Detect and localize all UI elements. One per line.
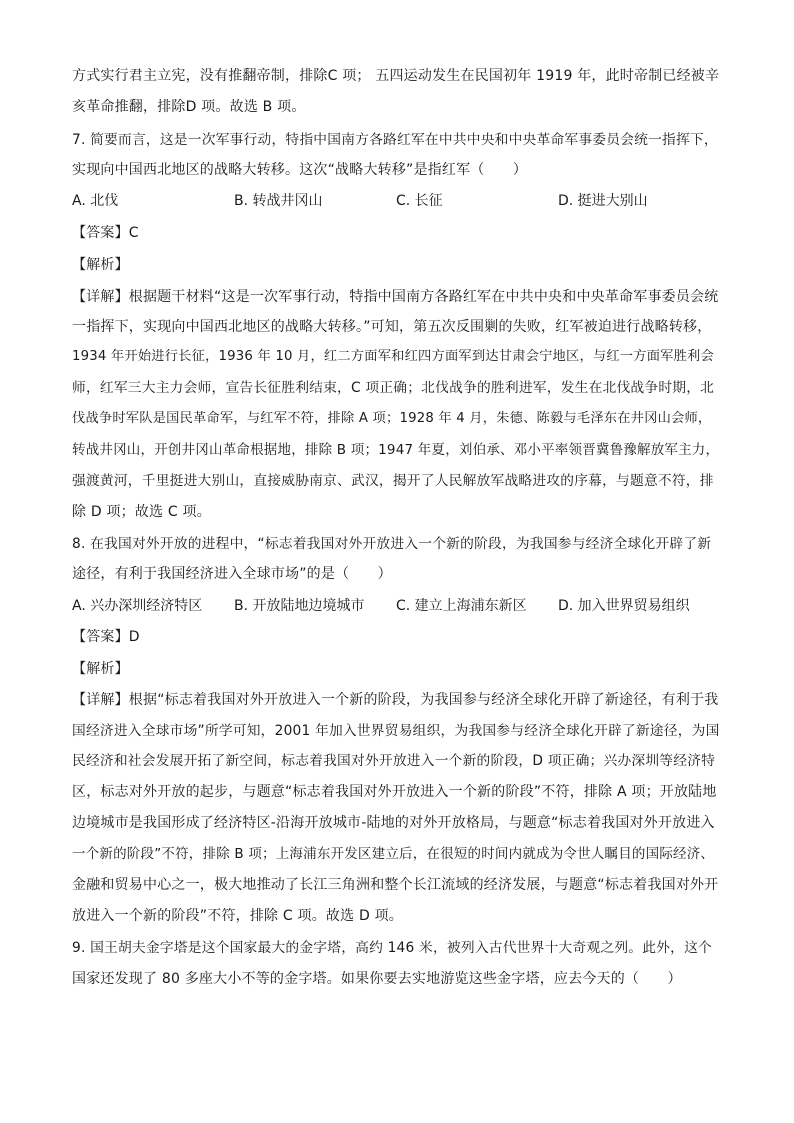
question-7-option-b: B. 转战井冈山	[234, 193, 323, 209]
question-8-detail: 一个新的阶段”不符，排除 B 项；上海浦东开发区建立后，在很短的时间内就成为令世人瞩目的国际经济、	[72, 846, 715, 862]
question-8-answer: 【答案】D	[72, 629, 140, 645]
question-7-option-c: C. 长征	[396, 193, 443, 209]
question-7-option-a: A. 北伐	[72, 193, 119, 209]
question-8-option-a: A. 兴办深圳经济特区	[72, 598, 203, 614]
question-7-detail: 除 D 项；故选 C 项。	[72, 504, 211, 520]
question-7-option-d: D. 挺进大别山	[558, 193, 648, 209]
question-7-stem: 实现向中国西北地区的战略大转移。这次“战略大转移”是指红军（ ）	[72, 162, 528, 178]
question-9-stem: 国家还发现了 80 多座大小不等的金字塔。如果你要去实地游览这些金字塔，应去今天的（ ）	[72, 971, 682, 987]
question-7-analysis-heading: 【解析】	[72, 257, 129, 273]
question-8-detail: 金融和贸易中心之一，极大地推动了长江三角洲和整个长江流域的经济发展，与题意“标志着我国对外开	[72, 877, 719, 893]
question-8-stem: 8. 在我国对外开放的进程中，“标志着我国对外开放进入一个新的阶段，为我国参与经济全球化开辟了新	[72, 536, 712, 552]
question-8-option-d: D. 加入世界贸易组织	[558, 598, 690, 614]
question-7-detail: 转战井冈山，开创井冈山革命根据地，排除 B 项；1947 年夏，刘伯承、邓小平率领晋冀鲁豫解放军主力，	[72, 442, 720, 458]
question-7-detail: 师，红军三大主力会师，宣告长征胜利结束，C 项正确；北伐战争的胜利进军，发生在北伐战争时期，北	[72, 380, 715, 396]
question-7-detail: 【详解】根据题干材料“这是一次军事行动，特指中国南方各路红军在中共中央和中央革命军事委员会统	[72, 289, 719, 305]
question-7-detail: 1934 年开始进行长征，1936 年 10 月，红二方面军和红四方面军到达甘肃会宁地区，与红一方面军胜利会	[72, 349, 714, 364]
question-8-option-c: C. 建立上海浦东新区	[396, 598, 527, 614]
question-8-analysis-heading: 【解析】	[72, 661, 129, 677]
carryover-line: 亥革命推翻，排除D 项。故选 B 项。	[72, 99, 306, 115]
question-8-stem: 途径，有利于我国经济进入全球市场”的是（ ）	[72, 566, 392, 582]
carryover-line: 方式实行君主立宪，没有推翻帝制，排除C 项； 五四运动发生在民国初年 1919 年，此时帝制已经被辛	[72, 68, 720, 84]
question-7-answer: 【答案】C	[72, 225, 139, 241]
question-8-option-b: B. 开放陆地边境城市	[234, 598, 365, 614]
question-8-detail: 【详解】根据“标志着我国对外开放进入一个新的阶段，为我国参与经济全球化开辟了新途径，有利于我	[72, 692, 719, 708]
question-8-detail: 民经济和社会发展开拓了新空间，标志着我国对外开放进入一个新的阶段，D 项正确；兴办深圳等经济特	[72, 753, 716, 769]
question-7-detail: 一指挥下，实现向中国西北地区的战略大转移。”可知，第五次反围剿的失败，红军被迫进行战略转移，	[72, 319, 712, 335]
question-8-detail: 国经济进入全球市场”所学可知，2001 年加入世界贸易组织，为我国参与经济全球化开辟了新途径，为国	[72, 723, 720, 739]
question-8-detail: 放进入一个新的阶段”不符，排除 C 项。故选 D 项。	[72, 908, 404, 924]
question-7-stem: 7. 简要而言，这是一次军事行动，特指中国南方各路红军在中共中央和中央革命军事委员会统一指挥下，	[72, 132, 718, 148]
question-7-detail: 伐战争时军队是国民革命军，与红军不符，排除 A 项；1928 年 4 月，朱德、陈毅与毛泽东在井冈山会师，	[72, 411, 712, 426]
question-8-detail: 边境城市是我国形成了经济特区-沿海开放城市-陆地的对外开放格局，与题意“标志着我国对外开放进入	[72, 815, 715, 831]
question-8-detail: 区，标志对外开放的起步，与题意“标志着我国对外开放进入一个新的阶段”不符，排除 A 项；开放陆地	[72, 784, 717, 800]
question-9-stem: 9. 国王胡夫金字塔是这个国家最大的金字塔，高约 146 米，被列入古代世界十大奇观之列。此外，这个	[72, 940, 712, 956]
question-7-detail: 强渡黄河，千里挺进大别山，直接威胁南京、武汉，揭开了人民解放军战略进攻的序幕，与题意不符，排	[72, 473, 714, 489]
